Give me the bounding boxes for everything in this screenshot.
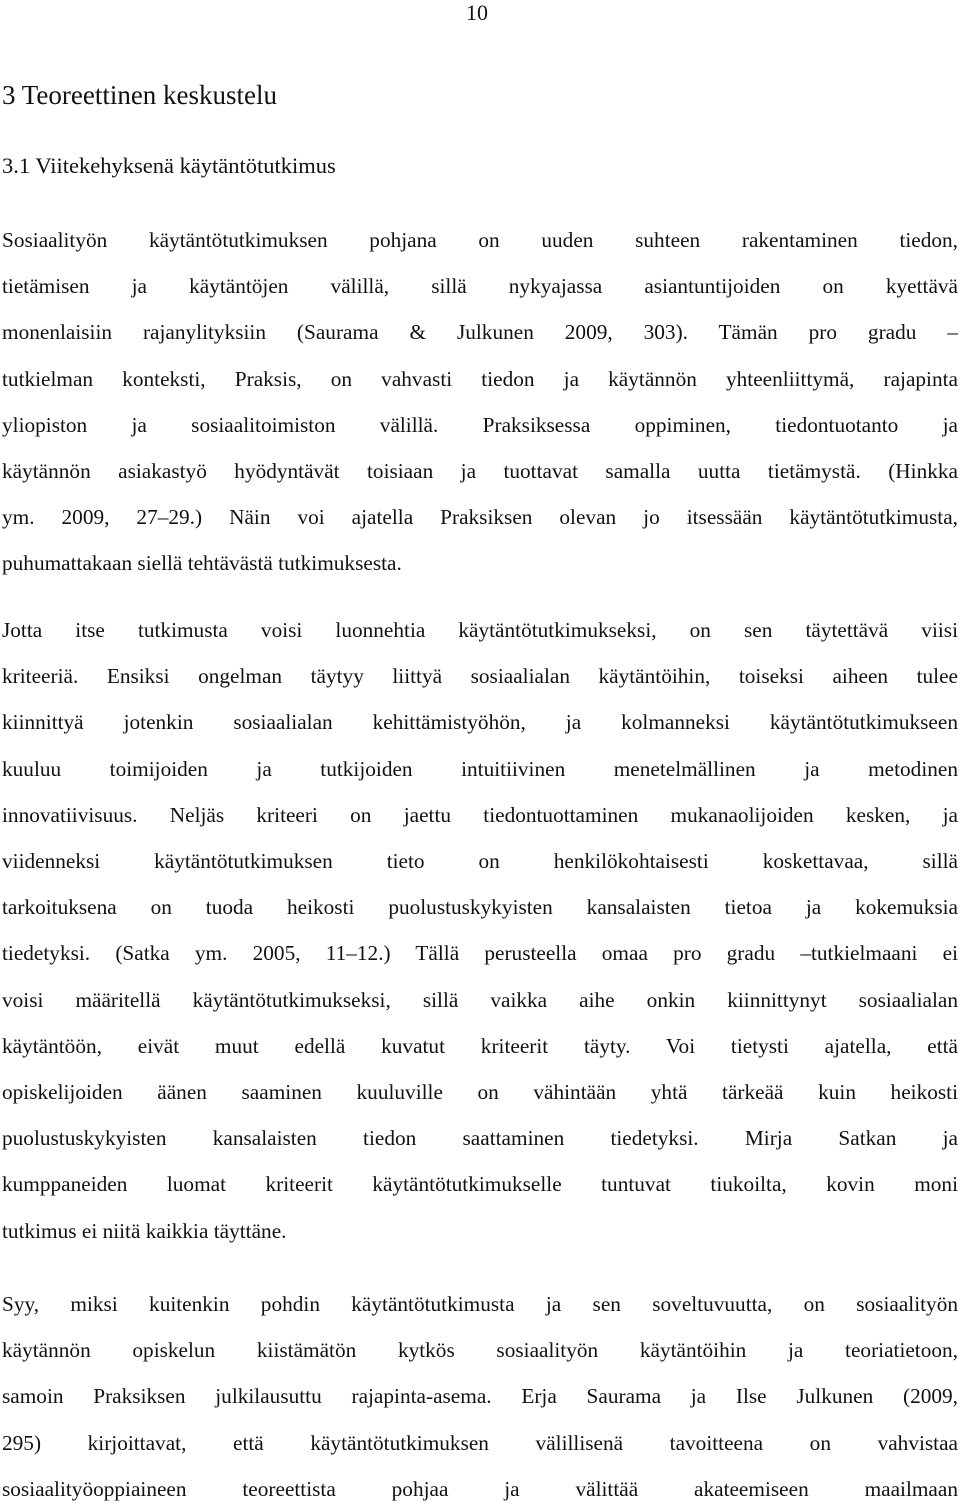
text-line: käytäntöön, eivät muut edellä kuvatut kriteerit täyty. Voi tietysti ajatella, että bbox=[2, 1033, 958, 1058]
text-line: monenlaisiin rajanylityksiin (Saurama & Julkunen 2009, 303). Tämän pro gradu – bbox=[2, 320, 958, 345]
text-line: käytännön opiskelun kiistämätön kytkös sosiaalityön käytäntöihin ja teoriatietoon, bbox=[2, 1338, 958, 1363]
text-line: viidenneksi käytäntötutkimuksen tieto on henkilökohtaisesti koskettavaa, sillä bbox=[2, 849, 958, 874]
chapter-heading: 3 Teoreettinen keskustelu bbox=[2, 80, 278, 110]
text-line: tiedetyksi. (Satka ym. 2005, 11–12.) Tällä perusteella omaa pro gradu –tutkielmaani ei bbox=[2, 941, 958, 966]
text-line: innovatiivisuus. Neljäs kriteeri on jaettu tiedontuottaminen mukanaolijoiden kesken, ja bbox=[2, 802, 958, 827]
text-line: puhumattakaan siellä tehtävästä tutkimuksesta. bbox=[2, 551, 402, 576]
text-line: Sosiaalityön käytäntötutkimuksen pohjana on uuden suhteen rakentaminen tiedon, bbox=[2, 228, 958, 252]
text-line: sosiaalityöoppiaineen teoreettista pohjaa ja välittää akateemiseen maailmaan bbox=[2, 1476, 958, 1501]
text-line: 295) kirjoittavat, että käytäntötutkimuksen välillisenä tavoitteena on vahvistaa bbox=[2, 1430, 958, 1455]
text-line: ym. 2009, 27–29.) Näin voi ajatella Praksiksen olevan jo itsessään käytäntötutkimusta, bbox=[2, 505, 958, 530]
text-line: Jotta itse tutkimusta voisi luonnehtia käytäntötutkimukseksi, on sen täytettävä viisi bbox=[2, 618, 958, 642]
text-line: kriteeriä. Ensiksi ongelman täytyy liittyä sosiaalialan käytäntöihin, toiseksi aiheen tulee bbox=[2, 664, 958, 689]
paragraph-1 bbox=[2, 217, 958, 587]
text-line: opiskelijoiden äänen saaminen kuuluville on vähintään yhtä tärkeää kuin heikosti bbox=[2, 1080, 958, 1105]
text-line: yliopiston ja sosiaalitoimiston välillä. Praksiksessa oppiminen, tiedontuotanto ja bbox=[2, 412, 958, 437]
text-line: puolustuskykyisten kansalaisten tiedon saattaminen tiedetyksi. Mirja Satkan ja bbox=[2, 1126, 958, 1151]
text-line: tutkimus ei niitä kaikkia täyttäne. bbox=[2, 1218, 287, 1243]
text-line: käytännön asiakastyö hyödyntävät toisiaan ja tuottavat samalla uutta tietämystä. (Hinkka bbox=[2, 459, 958, 484]
text-line: Syy, miksi kuitenkin pohdin käytäntötutkimusta ja sen soveltuvuutta, on sosiaalityön bbox=[2, 1292, 958, 1316]
paragraph-3 bbox=[2, 1281, 958, 1512]
text-line: kiinnittyä jotenkin sosiaalialan kehittämistyöhön, ja kolmanneksi käytäntötutkimukseen bbox=[2, 710, 958, 735]
text-line: kuuluu toimijoiden ja tutkijoiden intuitiivinen menetelmällinen ja metodinen bbox=[2, 756, 958, 781]
section-heading: 3.1 Viitekehyksenä käytäntötutkimus bbox=[2, 153, 336, 178]
text-line: tutkielman konteksti, Praksis, on vahvasti tiedon ja käytännön yhteenliittymä, rajapinta bbox=[2, 366, 958, 391]
text-line: voisi määritellä käytäntötutkimukseksi, sillä vaikka aihe onkin kiinnittynyt sosiaalialan bbox=[2, 987, 958, 1012]
text-line: kumppaneiden luomat kriteerit käytäntötutkimukselle tuntuvat tiukoilta, kovin moni bbox=[2, 1172, 958, 1197]
paragraph-2 bbox=[2, 607, 958, 1254]
text-line: tarkoituksena on tuoda heikosti puolustuskykyisten kansalaisten tietoa ja kokemuksia bbox=[2, 895, 958, 920]
text-line: tietämisen ja käytäntöjen välillä, sillä nykyajassa asiantuntijoiden on kyettävä bbox=[2, 274, 958, 299]
text-line: samoin Praksiksen julkilausuttu rajapinta-asema. Erja Saurama ja Ilse Julkunen (2009, bbox=[2, 1384, 958, 1409]
page-number: 10 bbox=[466, 0, 488, 25]
